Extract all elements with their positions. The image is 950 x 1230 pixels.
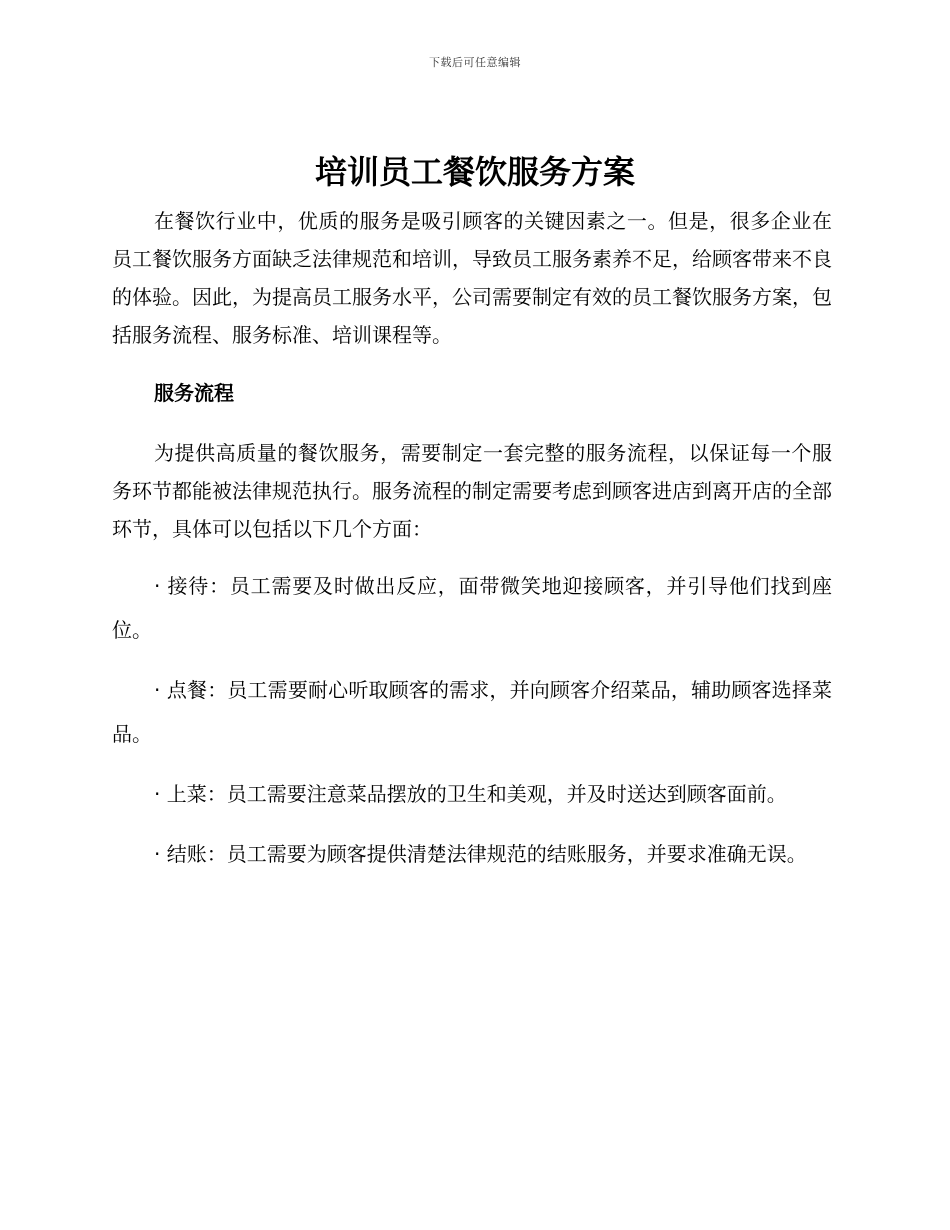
intro-paragraph: 在餐饮行业中，优质的服务是吸引顾客的关键因素之一。但是，很多企业在员工餐饮服务方面缺乏法律规范和培训，导致员工服务素养不足，给顾客带来不良的体验。因此，为提高员工服务水平，公司需要制定有效的员工餐饮服务方案，包括服务流程、服务标准、培训课程等。 [112, 209, 832, 347]
spacer [112, 816, 832, 832]
spacer [112, 548, 832, 564]
section-heading: 服务流程 [154, 381, 234, 405]
bullet-item-reception: · 接待：员工需要及时做出反应，面带微笑地迎接顾客，并引导他们找到座位。 [112, 574, 832, 642]
spacer [112, 756, 832, 772]
bullet-item-checkout: · 结账：员工需要为顾客提供清楚法律规范的结账服务，并要求准确无误。 [154, 842, 807, 866]
bullet-item-ordering: · 点餐：员工需要耐心听取顾客的需求，并向顾客介绍菜品，辅助顾客选择菜品。 [112, 678, 832, 746]
spacer [112, 652, 832, 668]
bullet-item-serving: · 上菜：员工需要注意菜品摆放的卫生和美观，并及时送达到顾客面前。 [154, 782, 787, 806]
page-header-note: 下载后可任意编辑 [429, 56, 521, 69]
spacer [112, 412, 832, 434]
document-body [112, 202, 832, 876]
section-intro-paragraph: 为提供高质量的餐饮服务，需要制定一套完整的服务流程，以保证每一个服务环节都能被法律规范执行。服务流程的制定需要考虑到顾客进店到离开店的全部环节，具体可以包括以下几个方面： [112, 441, 832, 541]
document-title: 培训员工餐饮服务方案 [314, 153, 635, 191]
spacer [112, 354, 832, 374]
